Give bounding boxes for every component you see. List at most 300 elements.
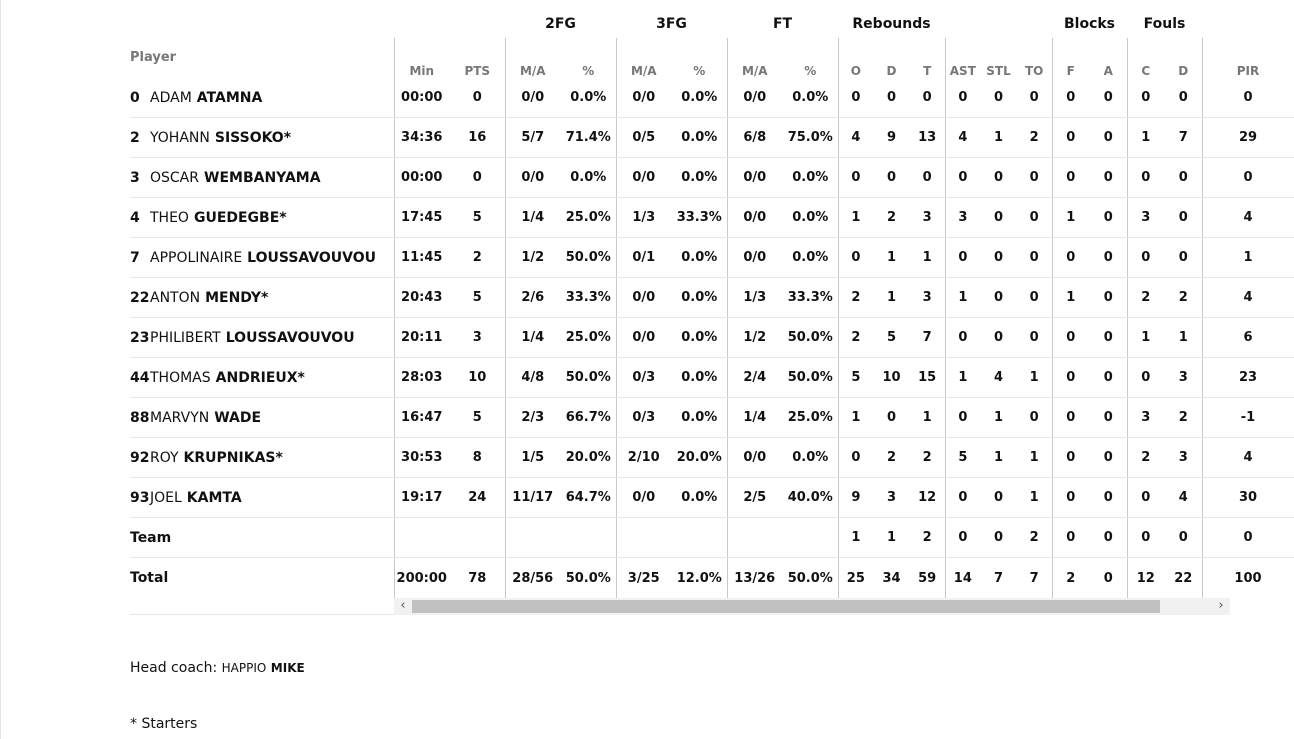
stat-cell: 1 [958, 290, 968, 305]
stat-cell: 0/3 [632, 370, 656, 385]
player-row [130, 478, 394, 518]
stat-subheader-row [1127, 64, 1202, 78]
stat-row [616, 518, 727, 558]
stat-cell: 5 [886, 330, 897, 345]
stat-row [945, 478, 1052, 518]
total-row-label: Total [130, 570, 169, 586]
stat-row [945, 518, 1052, 558]
stat-column-header: AST [949, 64, 976, 78]
stat-cell: 0 [1066, 530, 1076, 545]
stat-row [394, 118, 505, 158]
player-last-name[interactable]: KAMTA [186, 489, 242, 506]
stat-row [1127, 358, 1202, 398]
stat-cell: 0 [851, 170, 861, 185]
stat-cell: 2 [1178, 290, 1188, 305]
stat-cell: 0 [851, 250, 861, 265]
stat-cell: 3 [886, 490, 897, 505]
stat-cell: 0 [993, 290, 1004, 305]
stat-cell: 71.4% [565, 130, 611, 145]
stat-cell: 0 [886, 410, 897, 425]
stat-cell: 29 [1238, 130, 1258, 145]
stat-cell: 0.0% [681, 130, 718, 145]
stat-cell: 1 [1141, 330, 1151, 345]
stat-row [394, 198, 505, 238]
stat-cell: 3 [958, 210, 968, 225]
stat-row [616, 238, 727, 278]
player-first-name: OSCAR [150, 169, 199, 186]
stat-cell: 1/2 [521, 250, 545, 265]
total-row [130, 558, 394, 598]
stat-column-header: Min [409, 64, 435, 78]
stat-cell: 4 [1243, 290, 1253, 305]
stat-row [1202, 318, 1294, 358]
stat-cell: 25.0% [787, 410, 833, 425]
stat-cell: 3 [1141, 410, 1151, 425]
stat-row [727, 278, 838, 318]
stat-cell: 0 [958, 410, 968, 425]
stat-cell: 0 [958, 90, 968, 105]
stat-row [1127, 158, 1202, 198]
stat-cell: 0 [958, 330, 968, 345]
scrollbar-thumb[interactable] [412, 600, 1160, 613]
stat-row [1202, 198, 1294, 238]
player-row [130, 158, 394, 198]
stat-row [505, 438, 616, 478]
stat-cell: 1/4 [521, 210, 545, 225]
stat-row [838, 278, 945, 318]
stat-cells [505, 78, 616, 598]
horizontal-scrollbar[interactable] [394, 598, 1230, 615]
player-number: 2 [130, 129, 140, 146]
stat-cell: 1/5 [521, 450, 545, 465]
player-first-name: APPOLINAIRE [150, 249, 243, 266]
stat-cell: 100 [1234, 570, 1262, 586]
table-bottom-rule [130, 614, 394, 615]
stat-column-header: F [1066, 64, 1075, 78]
player-row [130, 398, 394, 438]
stat-row [838, 398, 945, 438]
stat-row [1127, 478, 1202, 518]
stat-row [1202, 438, 1294, 478]
stat-row [838, 238, 945, 278]
stat-row [727, 198, 838, 238]
stat-row [727, 478, 838, 518]
stat-cells [727, 78, 838, 598]
stat-row [616, 438, 727, 478]
stat-group [616, 0, 727, 598]
stat-cell: 2 [886, 210, 897, 225]
head-coach-label: Head coach: [130, 660, 218, 676]
stat-row [727, 518, 838, 558]
stat-cell: 12 [918, 490, 937, 505]
stat-row [505, 78, 616, 118]
stat-cell: 1 [993, 410, 1004, 425]
stat-column-header: T [923, 64, 932, 78]
stat-cell: 0 [1029, 170, 1039, 185]
stat-row [838, 358, 945, 398]
stat-cell: 0/0 [632, 490, 656, 505]
player-row [130, 278, 394, 318]
stat-cell: 0.0% [792, 170, 829, 185]
stat-cell: 0 [922, 170, 932, 185]
stat-cell: 0 [886, 90, 897, 105]
stat-row [727, 438, 838, 478]
stat-row [945, 118, 1052, 158]
stat-row [727, 78, 838, 118]
stat-row [1052, 118, 1127, 158]
stat-row [1127, 438, 1202, 478]
stat-cell: 33.3% [565, 290, 611, 305]
stat-row [505, 398, 616, 438]
player-first-name: JOEL [150, 489, 182, 506]
stat-row [1202, 238, 1294, 278]
stat-row [1127, 78, 1202, 118]
stat-row [394, 318, 505, 358]
stat-row [838, 478, 945, 518]
stat-subheader-row [838, 64, 945, 78]
stat-cell: 4/8 [521, 370, 545, 385]
head-coach-last-name: MIKE [270, 661, 305, 675]
stat-cell: 0 [1029, 210, 1039, 225]
stat-group [838, 0, 945, 598]
stat-cell: 1 [993, 450, 1004, 465]
stat-cell: 34:36 [401, 130, 443, 145]
stat-cell: 0 [1178, 250, 1188, 265]
stat-cell: 0 [1103, 370, 1113, 385]
stat-cell: 0/0 [743, 450, 767, 465]
stat-cell: 0.0% [570, 90, 607, 105]
stat-row [616, 158, 727, 198]
stat-row [616, 278, 727, 318]
stat-subheader-row [945, 64, 1052, 78]
stat-column-header: D [1178, 64, 1189, 78]
stat-row [727, 238, 838, 278]
stat-cell: 1 [1029, 490, 1039, 505]
player-last-name[interactable]: GUEDEGBE* [193, 209, 287, 226]
stat-row [616, 358, 727, 398]
player-first-name: YOHANN [150, 129, 210, 146]
stat-cell: 3/25 [627, 570, 660, 586]
stat-cell: 20.0% [676, 450, 722, 465]
stat-cell: 1 [1029, 370, 1039, 385]
stat-cell: 2/4 [743, 370, 767, 385]
stat-cell: 3 [1178, 450, 1188, 465]
stat-cell: 7 [1178, 130, 1188, 145]
stat-row [1052, 318, 1127, 358]
stat-row [616, 478, 727, 518]
stat-cell: 0 [1243, 170, 1253, 185]
stat-cell: 25.0% [565, 330, 611, 345]
player-number: 7 [130, 249, 140, 266]
stat-cell: 0/0 [521, 90, 545, 105]
stat-row [727, 358, 838, 398]
stat-row [394, 478, 505, 518]
stat-cell: 2 [1029, 530, 1039, 545]
stat-group [505, 0, 616, 598]
stats-scroll-area[interactable] [394, 0, 1262, 598]
stat-row [1127, 118, 1202, 158]
stat-cell: 0 [993, 530, 1004, 545]
stat-cell: 0 [1178, 530, 1188, 545]
stat-cell: 50.0% [787, 370, 833, 385]
stat-cell: 1 [886, 290, 897, 305]
stat-cell: 0 [1103, 530, 1113, 545]
stat-cell: 7 [993, 570, 1004, 586]
player-number: 93 [130, 489, 150, 506]
stat-cell: 0 [1103, 570, 1113, 586]
stat-cell: 30:53 [401, 450, 443, 465]
stat-cell: -1 [1240, 410, 1256, 425]
stat-cell: 0 [958, 530, 968, 545]
stat-row [838, 158, 945, 198]
stat-cell: 0 [993, 330, 1004, 345]
stat-row [945, 558, 1052, 598]
left-border [0, 0, 1, 739]
player-number: 44 [130, 369, 150, 386]
stat-cell: 2 [851, 290, 861, 305]
stat-cell: 0 [958, 170, 968, 185]
stat-subheader-row [394, 64, 505, 78]
stat-cell: 0/3 [632, 410, 656, 425]
stat-cell: 50.0% [565, 370, 611, 385]
stat-cell: 64.7% [565, 490, 611, 505]
stat-row [1052, 198, 1127, 238]
player-last-name[interactable]: ANDRIEUX* [215, 369, 305, 386]
stat-cell: 5 [472, 290, 482, 305]
stat-row [616, 78, 727, 118]
player-number: 92 [130, 449, 150, 466]
player-number: 23 [130, 329, 150, 346]
stat-cell: 25.0% [565, 210, 611, 225]
player-last-name[interactable]: MENDY* [205, 289, 269, 306]
stat-cell: 0.0% [681, 290, 718, 305]
stat-cell: 4 [1243, 210, 1253, 225]
stat-cell: 0 [1029, 290, 1039, 305]
player-column [130, 0, 394, 598]
stat-cell: 0 [1066, 370, 1076, 385]
stat-row [945, 78, 1052, 118]
stat-row [505, 118, 616, 158]
head-coach [130, 660, 305, 676]
stat-row [616, 118, 727, 158]
stat-cell: 0.0% [792, 210, 829, 225]
player-first-name: PHILIBERT [150, 329, 221, 346]
stat-row [505, 198, 616, 238]
stat-cell: 1 [922, 250, 932, 265]
stat-cell: 0 [993, 490, 1004, 505]
stat-row [1052, 358, 1127, 398]
stat-cell: 0 [993, 90, 1004, 105]
stat-cell: 12 [1136, 570, 1155, 586]
stat-cell: 0.0% [681, 370, 718, 385]
stat-row [945, 358, 1052, 398]
stat-cell: 0 [1103, 90, 1113, 105]
stat-row [727, 158, 838, 198]
stat-cell: 1 [1066, 290, 1076, 305]
stat-cells [945, 78, 1052, 598]
stat-cell: 0 [1066, 410, 1076, 425]
stat-row [1202, 158, 1294, 198]
player-row [130, 238, 394, 278]
stat-group-title: 3FG [656, 16, 687, 32]
stat-cell: 17:45 [401, 210, 443, 225]
player-last-name[interactable]: WADE [214, 409, 262, 426]
stat-row [838, 558, 945, 598]
team-row [130, 518, 394, 558]
stat-row [838, 518, 945, 558]
stat-row [505, 158, 616, 198]
player-first-name: THEO [150, 209, 189, 226]
stat-cell: 3 [922, 290, 932, 305]
stat-cell: 0/0 [632, 170, 656, 185]
stat-cell: 0 [1243, 530, 1253, 545]
stat-cell: 9 [851, 490, 861, 505]
stat-cell: 16:47 [401, 410, 443, 425]
stat-cells [1202, 78, 1294, 598]
stat-row [1202, 118, 1294, 158]
stat-cell: 1/3 [632, 210, 656, 225]
stat-cell: 0 [851, 90, 861, 105]
stat-cell: 0 [472, 90, 482, 105]
stat-cell: 0 [993, 170, 1004, 185]
stat-row [945, 398, 1052, 438]
stat-cell: 0 [1141, 370, 1151, 385]
stat-cell: 0 [1178, 210, 1188, 225]
stat-cell: 13 [918, 130, 937, 145]
stat-cell: 0 [993, 250, 1004, 265]
stat-cell: 28:03 [401, 370, 443, 385]
stat-cell: 23 [1238, 370, 1258, 385]
stat-cell: 15 [918, 370, 937, 385]
stat-cell: 0 [472, 170, 482, 185]
player-row [130, 438, 394, 478]
stat-cell: 0 [1103, 290, 1113, 305]
stat-cell: 1 [886, 250, 897, 265]
stat-cell: 78 [468, 570, 487, 586]
player-row [130, 118, 394, 158]
stat-cell: 5 [958, 450, 968, 465]
stat-cell: 0/0 [743, 170, 767, 185]
stat-cell: 1 [1029, 450, 1039, 465]
stat-group-title: FT [772, 16, 793, 32]
stat-cell: 0 [1141, 170, 1151, 185]
stat-cell: 11/17 [512, 490, 554, 505]
stat-row [1052, 278, 1127, 318]
stat-cell: 0 [1103, 330, 1113, 345]
stat-cell: 13/26 [734, 570, 776, 586]
stat-row [394, 278, 505, 318]
stat-column-header: O [850, 64, 861, 78]
stat-row [945, 158, 1052, 198]
stat-row [1202, 478, 1294, 518]
stat-cell: 20.0% [565, 450, 611, 465]
stat-cell: 5/7 [521, 130, 545, 145]
stat-cell: 0 [1103, 410, 1113, 425]
stat-cell: 0 [1066, 490, 1076, 505]
stat-row [727, 318, 838, 358]
stat-row [838, 318, 945, 358]
stat-row [1202, 398, 1294, 438]
starters-footnote: * Starters [130, 716, 198, 732]
stat-row [394, 238, 505, 278]
stat-row [945, 278, 1052, 318]
player-last-name[interactable]: LOUSSAVOUVOU [247, 249, 377, 266]
stat-cell: 66.7% [565, 410, 611, 425]
player-number: 3 [130, 169, 140, 186]
scroll-left-arrow-icon[interactable]: ‹ [400, 598, 406, 613]
player-header: Player [130, 50, 177, 65]
stat-cell: 2 [472, 250, 482, 265]
stat-row [505, 238, 616, 278]
scroll-right-arrow-icon[interactable]: › [1218, 598, 1224, 613]
player-first-name: THOMAS [150, 369, 211, 386]
stat-row [1202, 78, 1294, 118]
stat-column-header: PIR [1236, 64, 1260, 78]
player-first-name: MARVYN [150, 409, 210, 426]
player-last-name[interactable]: LOUSSAVOUVOU [225, 329, 355, 346]
stat-row [1127, 278, 1202, 318]
stat-cell: 1/4 [521, 330, 545, 345]
player-last-name[interactable]: ATAMNA [196, 89, 263, 106]
stat-cell: 10 [882, 370, 901, 385]
stat-cell: 0.0% [681, 250, 718, 265]
stat-row [1127, 518, 1202, 558]
stat-row [1127, 238, 1202, 278]
stat-cell: 3 [1141, 210, 1151, 225]
stat-cell: 14 [953, 570, 972, 586]
stat-column-header: M/A [741, 64, 768, 78]
stat-cell: 0 [1103, 450, 1113, 465]
stat-column-header: PTS [464, 64, 491, 78]
player-first-name: ROY [150, 449, 179, 466]
stat-cell: 200:00 [396, 570, 447, 586]
stat-row [727, 398, 838, 438]
stat-cell: 4 [851, 130, 861, 145]
stat-subheader-row [1202, 64, 1294, 78]
player-last-name[interactable]: KRUPNIKAS* [183, 449, 283, 466]
player-first-name: ANTON [150, 289, 201, 306]
stat-row [1202, 358, 1294, 398]
stat-cell: 2 [1029, 130, 1039, 145]
stat-cell: 0 [1243, 90, 1253, 105]
stat-cell: 1 [851, 210, 861, 225]
stat-cell: 1/3 [743, 290, 767, 305]
player-last-name[interactable]: SISSOKO* [214, 129, 292, 146]
stat-row [945, 238, 1052, 278]
stat-cell: 0.0% [570, 170, 607, 185]
stat-group-title: Blocks [1063, 16, 1116, 32]
stat-row [1127, 558, 1202, 598]
stat-cell: 33.3% [787, 290, 833, 305]
stat-cell: 2 [922, 450, 932, 465]
stat-cell: 20:43 [401, 290, 443, 305]
stat-group [394, 0, 505, 598]
stat-cell: 3 [472, 330, 482, 345]
stat-cell: 10 [468, 370, 487, 385]
stat-cell: 4 [1243, 450, 1253, 465]
stat-group [1052, 0, 1127, 598]
stat-row [394, 358, 505, 398]
stat-column-header: % [582, 64, 595, 78]
player-last-name[interactable]: WEMBANYAMA [204, 169, 321, 186]
stat-column-header: % [804, 64, 817, 78]
stat-cell: 6 [1243, 330, 1253, 345]
stat-row [1052, 238, 1127, 278]
stat-column-header: TO [1024, 64, 1044, 78]
stat-cell: 9 [886, 130, 897, 145]
stat-cell: 2 [1141, 290, 1151, 305]
stat-row [394, 398, 505, 438]
